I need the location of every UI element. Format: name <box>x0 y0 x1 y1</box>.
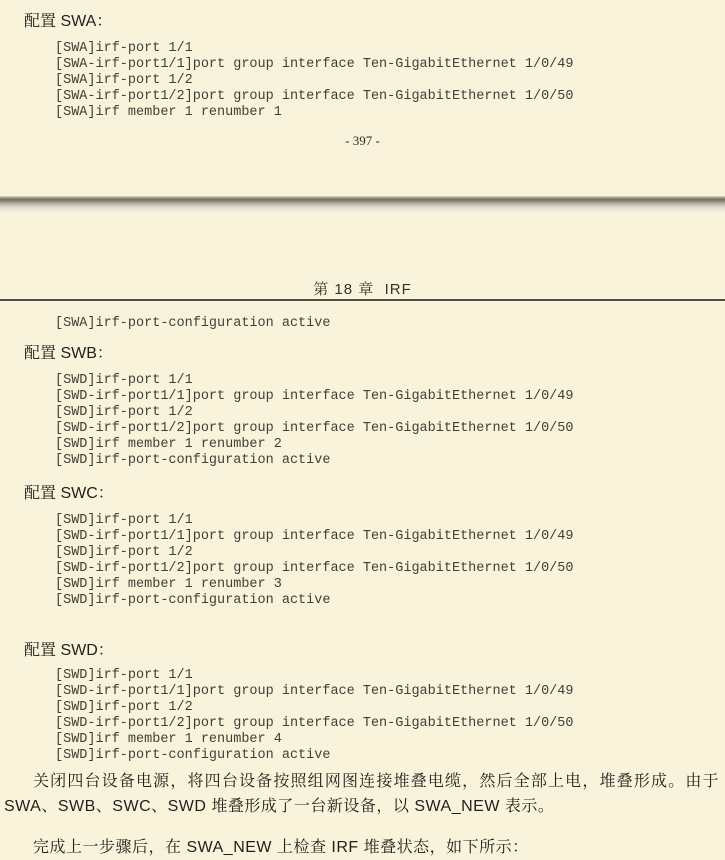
section-heading-swc: 配置 SWC： <box>24 485 114 502</box>
code-line: [SWD-irf-port1/1]port group interface Ten-GigabitEthernet 1/0/49 <box>55 529 574 544</box>
code-line: [SWD]irf-port 1/2 <box>55 700 193 715</box>
code-line: [SWD]irf-port 1/1 <box>55 513 193 528</box>
body-paragraph: 完成上一步骤后，在 SWA_NEW 上检查 IRF 堆叠状态，如下所示： <box>33 839 529 856</box>
code-line: [SWA]irf-port-configuration active <box>55 316 331 331</box>
code-line: [SWD-irf-port1/1]port group interface Ten-GigabitEthernet 1/0/49 <box>55 389 574 404</box>
code-line: [SWD-irf-port1/2]port group interface Ten-GigabitEthernet 1/0/50 <box>55 716 574 731</box>
code-line: [SWD-irf-port1/2]port group interface Ten-GigabitEthernet 1/0/50 <box>55 421 574 436</box>
code-line: [SWA-irf-port1/2]port group interface Ten-GigabitEthernet 1/0/50 <box>55 89 574 104</box>
code-line: [SWD]irf member 1 renumber 2 <box>55 437 282 452</box>
code-line: [SWD]irf-port 1/2 <box>55 405 193 420</box>
code-block-swb <box>55 373 573 469</box>
code-line: [SWD]irf-port 1/1 <box>55 373 193 388</box>
code-line: [SWD]irf member 1 renumber 3 <box>55 577 282 592</box>
chapter-header: 第 18 章 IRF <box>313 281 412 298</box>
code-line: [SWA-irf-port1/1]port group interface Ten-GigabitEthernet 1/0/49 <box>55 57 574 72</box>
code-line: [SWD]irf-port 1/1 <box>55 668 193 683</box>
code-line: [SWD]irf-port-configuration active <box>55 453 331 468</box>
code-line: [SWD-irf-port1/1]port group interface Ten-GigabitEthernet 1/0/49 <box>55 684 574 699</box>
code-line: [SWD]irf member 1 renumber 4 <box>55 732 282 747</box>
code-block-swd <box>55 668 573 764</box>
page-2 <box>0 213 725 856</box>
code-line: [SWA]irf-port 1/1 <box>55 41 193 56</box>
code-line: [SWA]irf-port 1/2 <box>55 73 193 88</box>
body-paragraph: 关闭四台设备电源，将四台设备按照组网图连接堆叠电缆，然后全部上电，堆叠形成。由于 SWA、SWB、SWC、SWD 堆叠形成了一台新设备，以 SWA_NEW 表示。 <box>4 773 719 815</box>
code-line: [SWD]irf-port-configuration active <box>55 593 331 608</box>
code-block-swa-continued <box>55 316 330 332</box>
code-line: [SWD]irf-port-configuration active <box>55 748 331 763</box>
section-heading-swb: 配置 SWB： <box>24 345 113 362</box>
code-line: [SWD-irf-port1/2]port group interface Ten-GigabitEthernet 1/0/50 <box>55 561 574 576</box>
page-number: - 397 - <box>345 133 380 148</box>
section-heading-swa: 配置 SWA： <box>24 13 113 30</box>
code-block-swc <box>55 513 573 609</box>
page-1 <box>0 0 725 196</box>
code-line: [SWD]irf-port 1/2 <box>55 545 193 560</box>
page-separator <box>0 196 725 213</box>
header-rule <box>0 299 725 301</box>
code-block-swa <box>55 41 573 121</box>
code-line: [SWA]irf member 1 renumber 1 <box>55 105 282 120</box>
section-heading-swd: 配置 SWD： <box>24 642 114 659</box>
